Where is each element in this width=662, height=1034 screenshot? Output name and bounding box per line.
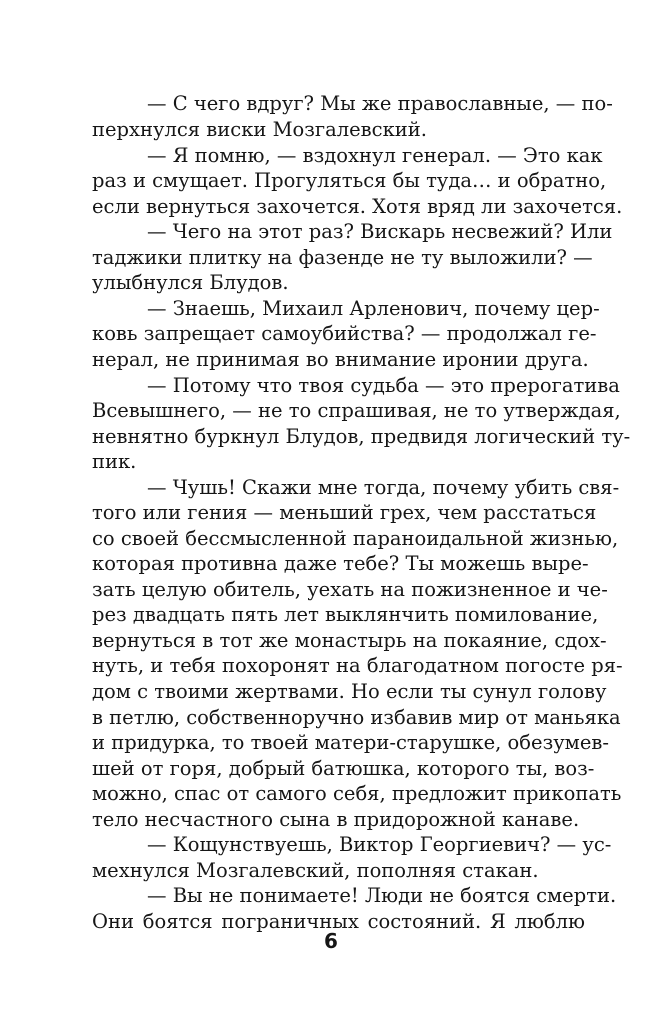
text-line: тело несчастного сына в придорожной канаве. xyxy=(92,808,580,831)
text-line: Они боятся пограничных состояний. Я люблю xyxy=(92,910,585,933)
text-line: вернуться в тот же монастырь на покаяние, сдох- xyxy=(92,629,607,652)
text-line: таджики плитку на фазенде не ту выложили? — xyxy=(92,246,593,269)
text-line: — Знаешь, Михаил Арленович, почему цер- xyxy=(147,297,600,320)
text-line: мехнулся Мозгалевский, пополняя стакан. xyxy=(92,859,539,882)
text-line: ковь запрещает самоубийства? — продолжал ге- xyxy=(92,322,597,345)
text-line: которая противна даже тебе? Ты можешь выре- xyxy=(92,552,589,575)
text-line: дом с твоими жертвами. Но если ты сунул голову xyxy=(92,680,607,703)
text-line: рез двадцать пять лет выклянчить помилование, xyxy=(92,603,599,626)
text-line: — Кощунствуешь, Виктор Георгиевич? — ус- xyxy=(147,833,612,856)
text-line: и придурка, то твоей матери-старушке, обезумев- xyxy=(92,731,609,754)
text-line: в петлю, собственноручно избавив мир от маньяка xyxy=(92,706,621,729)
text-line: — Я помню, — вздохнул генерал. — Это как xyxy=(147,144,603,167)
text-line: перхнулся виски Мозгалевский. xyxy=(92,118,427,141)
text-line: — Чушь! Скажи мне тогда, почему убить свя- xyxy=(147,476,620,499)
text-line: — Потому что твоя судьба — это прерогатива xyxy=(147,374,620,397)
text-line: шей от горя, добрый батюшка, которого ты, воз- xyxy=(92,757,595,780)
text-line: можно, спас от самого себя, предложит прикопать xyxy=(92,782,622,805)
text-line: — С чего вдруг? Мы же православные, — по- xyxy=(147,92,613,115)
text-line: улыбнулся Блудов. xyxy=(92,271,289,294)
text-line: Всевышнего, — не то спрашивая, не то утверждая, xyxy=(92,399,621,422)
text-line: — Вы не понимаете! Люди не боятся смерти. xyxy=(147,884,617,907)
text-line: нуть, и тебя похоронят на благодатном погосте ря- xyxy=(92,654,623,677)
text-line: — Чего на этот раз? Вискарь несвежий? Или xyxy=(147,220,613,243)
page-number: 6 xyxy=(324,929,338,953)
text-line: того или гения — меньший грех, чем расстаться xyxy=(92,501,597,524)
text-line: со своей бессмысленной параноидальной жизнью, xyxy=(92,527,619,550)
text-line: невнятно буркнул Блудов, предвидя логический ту- xyxy=(92,425,631,448)
text-line: если вернуться захочется. Хотя вряд ли захочется. xyxy=(92,195,623,218)
text-line: зать целую обитель, уехать на пожизненное и че- xyxy=(92,578,608,601)
text-line: пик. xyxy=(92,450,137,473)
text-line: раз и смущает. Прогуляться бы туда… и обратно, xyxy=(92,169,607,192)
text-line: нерал, не принимая во внимание иронии друга. xyxy=(92,348,589,371)
